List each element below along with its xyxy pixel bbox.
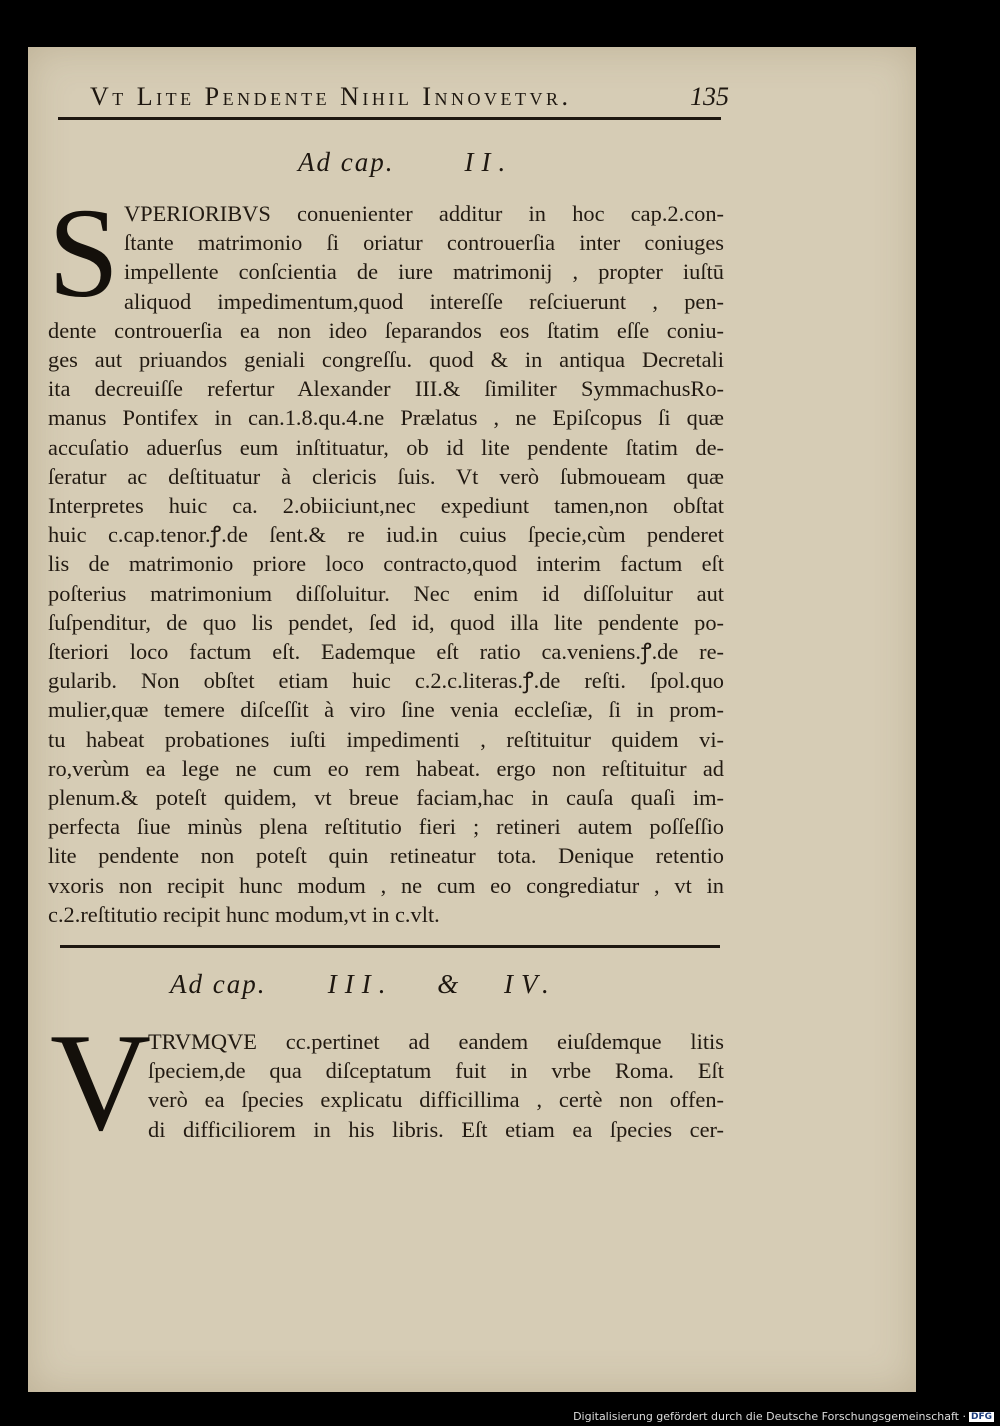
text-line: di difficiliorem in his libris. Eſt etiam ea ſpecies cer-: [148, 1116, 724, 1142]
drop-cap-v: V: [50, 1005, 152, 1160]
text-line: vxoris non recipit hunc modum , ne cum eo congrediatur , vt in: [48, 872, 724, 898]
section-title-cap-3-4: [170, 969, 557, 1000]
dfg-logo-icon: DFG: [970, 1412, 992, 1422]
credit-text: Digitalisierung gefördert durch die Deutsche Forschungsgemeinschaft ·: [573, 1410, 966, 1423]
section-1-body: [48, 199, 724, 929]
text-line: impellente conſcientia de iure matrimonij , propter iuſtū: [124, 259, 724, 285]
text-line: verò ea ſpecies explicatu difficillima , certè non offen-: [148, 1087, 724, 1113]
text-line: plenum.& poteſt quidem, vt breue faciam,hac in cauſa quaſi im-: [48, 785, 724, 811]
section-title-cap-2: [298, 147, 513, 178]
text-line: tu habeat probationes iuſti impedimenti , reſtituitur quidem vi-: [48, 726, 724, 752]
page-number: 135: [690, 82, 729, 111]
text-line: ſpeciem,de qua diſceptatum fuit in vrbe Roma. Eſt: [148, 1058, 724, 1084]
digitization-credit: [573, 1410, 994, 1423]
header-rule: [58, 117, 721, 120]
text-line: ro,verùm ea lege ne cum eo rem habeat. ergo non reſtituitur ad: [48, 755, 724, 781]
section-title-prefix: Ad cap.: [298, 147, 395, 177]
text-line: accuſatio aduerſus eum inſtituatur, ob id lite pendente ſtatim de-: [48, 434, 724, 460]
text-line: ſuſpenditur, de quo lis pendet, ſed id, quod illa lite pendente po-: [48, 609, 724, 635]
book-page: [28, 47, 916, 1392]
text-line: dente controuerſia ea non ideo ſeparandos eos ſtatim eſſe coniu-: [48, 317, 724, 343]
text-line: perfecta ſiue minùs plena reſtitutio fieri ; retineri autem poſſeſſio: [48, 814, 724, 840]
text-line: ſteriori loco factum eſt. Eademque eſt ratio ca.veniens.ꝭ.de re-: [48, 639, 724, 665]
text-line: Interpretes huic ca. 2.obiiciunt,nec expediunt tamen,non obſtat: [48, 493, 724, 519]
section-title-number-2: IV.: [503, 969, 557, 999]
text-line: VPERIORIBVS conuenienter additur in hoc cap.2.con-: [124, 201, 724, 226]
text-line: ſeratur ac deſtituatur à clericis ſuis. Vt verò ſubmoueam quæ: [48, 463, 724, 489]
text-line: c.2.reſtitutio recipit hunc modum,vt in c.vlt.: [48, 901, 440, 927]
section-title-number: II.: [464, 147, 514, 177]
text-line: mulier,quæ temere diſceſſit à viro ſine venia eccleſiæ, ſi in prom-: [48, 697, 724, 723]
text-line: gularib. Non obſtet etiam huic c.2.c.literas.ꝭ.de reſti. ſpol.quo: [48, 668, 724, 694]
text-line: aliquod impedimentum,quod intereſſe reſciuerunt , pen-: [124, 288, 724, 314]
text-line: lis de matrimonio priore loco contracto,quod interim factum eſt: [48, 551, 724, 577]
text-line: TRVMQVE cc.pertinet ad eandem eiuſdemque litis: [148, 1029, 724, 1054]
running-header: Vt Lite Pendente Nihil Innovetvr.: [90, 82, 572, 111]
text-line: poſterius matrimonium diſſoluitur. Nec enim id diſſoluitur aut: [48, 580, 724, 606]
section-divider-rule: [60, 945, 720, 948]
text-line: ges aut priuandos geniali congreſſu. quod & in antiqua Decretali: [48, 347, 724, 373]
section-2-body: [48, 1027, 724, 1144]
section-title-prefix: Ad cap.: [170, 969, 267, 999]
text-line: ita decreuiſſe refertur Alexander III.& ſimiliter SymmachusRo-: [48, 376, 724, 402]
text-line: huic c.cap.tenor.ꝭ.de ſent.& re iud.in cuius ſpecie,cùm penderet: [48, 522, 724, 548]
section-title-number: III.: [327, 969, 394, 999]
text-line: lite pendente non poteſt quin retineatur tota. Denique retentio: [48, 843, 724, 869]
drop-cap-s: S: [48, 182, 120, 324]
text-line: ſtante matrimonio ſi oriatur controuerſia inter coniuges: [124, 230, 724, 256]
text-line: manus Pontifex in can.1.8.qu.4.ne Prælatus , ne Epiſcopus ſi quæ: [48, 405, 724, 431]
section-title-conjunction: &: [437, 969, 461, 999]
